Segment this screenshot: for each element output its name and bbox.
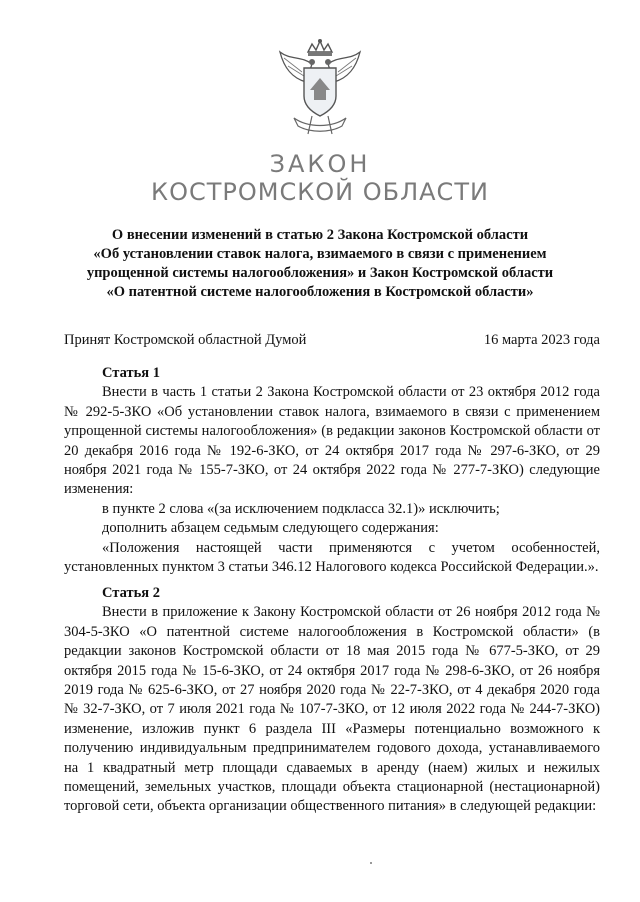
article-1-paragraph: в пункте 2 слова «(за исключением подкласса 32.1)» исключить; [102, 500, 500, 517]
article-1-paragraph: «Положения настоящей части применяются с учетом особенностей, установленных пунктом 3 статьи 346.12 Налогового кодекса Российской Федерации.». [64, 539, 600, 576]
law-header-line2: КОСТРОМСКОЙ ОБЛАСТИ [151, 178, 489, 206]
article-1-paragraph: Внести в часть 1 статьи 2 Закона Костромской области от 23 октября 2012 года № 292-5-ЗКО «Об установлении ставок налога, взимаемого в связи с применением упрощенной системы налогообложения» (в редакции законов Костромской области от 20 декабря 2016 года № 192-6-ЗКО, от 24 октября 2017 года № 297-6-ЗКО, от 29 ноября 2021 года № 155-7-ЗКО, от 24 октября 2022 года № 277-7-ЗКО) следующие изменения: [64, 384, 600, 498]
article-2-heading: Статья 2 [102, 585, 160, 601]
article-1 [64, 364, 600, 577]
article-1-heading: Статья 1 [102, 365, 160, 381]
adoption-date: 16 марта 2023 года [483, 332, 600, 348]
law-header-line1: ЗАКОН [269, 150, 371, 178]
article-2 [64, 584, 600, 817]
document-title [60, 226, 580, 302]
title-line: О внесении изменений в статью 2 Закона Костромской области [111, 227, 529, 243]
coat-of-arms-emblem [272, 38, 368, 138]
title-line: «Об установлении ставок налога, взимаемого в связи с применением [93, 246, 547, 262]
adopted-by: Принят Костромской областной Думой [64, 332, 307, 348]
scan-speck [370, 862, 372, 864]
adoption-line [64, 332, 600, 349]
title-line: «О патентной системе налогообложения в Костромской области» [106, 284, 534, 300]
article-2-paragraph: Внести в приложение к Закону Костромской области от 26 ноября 2012 года № 304-5-ЗКО «О патентной системе налогообложения в Костромской области» (в редакции законов Костромской области от 18 мая 2015 года № 677-5-ЗКО, от 29 октября 2015 года № 15-6-ЗКО, от 24 октября 2017 года № 298-6-ЗКО, от 26 ноября 2019 года № 625-6-ЗКО, от 27 ноября 2020 года № 22-7-ЗКО, от 4 декабря 2020 года № 32-7-ЗКО, от 7 июля 2021 года № 107-7-ЗКО, от 12 июля 2022 года № 244-7-ЗКО) изменение, изложив пункт 6 раздела III «Размеры потенциально возможного к получению индивидуальным предпринимателем годового дохода, устанавливаемого на 1 квадратный метр площади сдаваемых в аренду (наем) жилых и нежилых помещений, земельных участков, площади объекта стационарной (нестационарной) торговой сети, объекта организации общественного питания» в следующей редакции: [64, 604, 600, 815]
title-line: упрощенной системы налогообложения» и Закон Костромской области [86, 265, 554, 281]
article-1-paragraph: дополнить абзацем седьмым следующего содержания: [102, 520, 439, 537]
